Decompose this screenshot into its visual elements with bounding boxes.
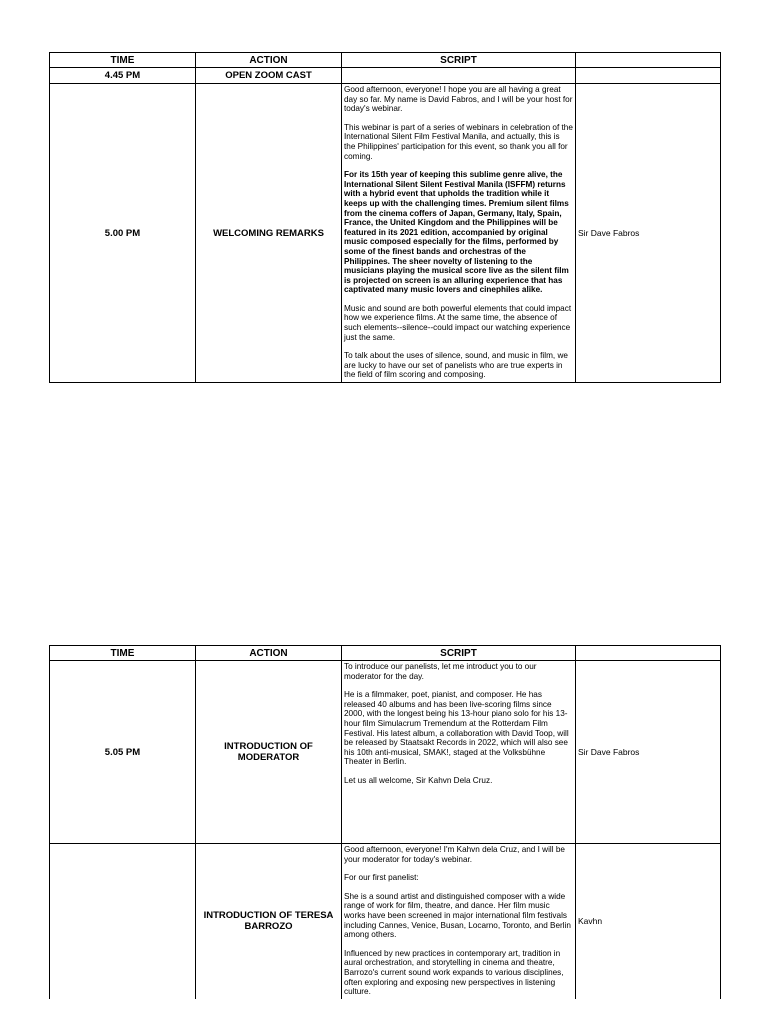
time-cell: 5.05 PM: [50, 661, 196, 844]
schedule-table-1: [49, 52, 721, 383]
header-script: SCRIPT: [342, 646, 576, 661]
action-cell: OPEN ZOOM CAST: [196, 68, 342, 84]
time-cell: [50, 844, 196, 999]
script-paragraph: To talk about the uses of silence, sound, and music in film, we are lucky to have our set of panelists who are true experts in the field of film scoring and composing.: [344, 351, 568, 380]
script-paragraph: This webinar is part of a series of webinars in celebration of the International Silent Film Festival Manila, and actually, this is the Philippines' participation for this event, so thank you all for coming.: [344, 122, 573, 161]
script-paragraph: For its 15th year of keeping this sublime genre alive, the International Silent Silent Festival Manila (ISFFM) returns with a hybrid event that upholds the tradition while it keeps up with the challenging times. Premium silent films from the cinema coffers of Japan, Germany, Italy, Spain, France, the United Kingdom and the Philippines will be featured in its 2021 edition, accompanied by original music composed especially for the films, performed by some of the finest bands and orchestras of the Philippines. The sheer novelty of listening to the musicians playing the musical score live as the silent film is projected on screen is an alluring experience that has captivated many music lovers and cinephiles alike.: [344, 170, 569, 295]
script-cell: [342, 68, 576, 84]
script-paragraph: Music and sound are both powerful elements that could impact how we experience films. At the same time, the absence of such elements--silence--could impact our watching experience just the same.: [344, 303, 572, 342]
action-cell: WELCOMING REMARKS: [196, 84, 342, 383]
script-paragraph: To introduce our panelists, let me introduct you to our moderator for the day.: [344, 662, 537, 681]
action-cell: INTRODUCTION OF MODERATOR: [196, 661, 342, 844]
header-action: ACTION: [196, 53, 342, 68]
action-cell: INTRODUCTION OF TERESA BARROZO: [196, 844, 342, 999]
header-time: TIME: [50, 53, 196, 68]
script-paragraph: For our first panelist:: [344, 873, 419, 883]
table-row: [50, 84, 721, 383]
header-script: SCRIPT: [342, 53, 576, 68]
script-paragraph: She is a sound artist and distinguished composer with a wide range of work for film, theatre, and dance. Her film music works have been screened in major international film festivals including Cannes, Venice, Busan, Locarno, Toronto, and Berlin among others.: [344, 891, 571, 940]
header-extra: [576, 646, 721, 661]
script-paragraph: Influenced by new practices in contemporary art, tradition in aural orchestration, and storytelling in cinema and theatre, Barrozo's current sound work expands to various disciplines, often exploring and exposing new perspectives in listening culture.: [344, 948, 564, 997]
script-paragraph: Good afternoon, everyone! I hope you are all having a great day so far. My name is David Fabros, and I will be your host for today's webinar.: [344, 85, 573, 114]
speaker-cell: Sir Dave Fabros: [576, 84, 721, 383]
table-header-row: [50, 53, 721, 68]
script-paragraph: He is a filmmaker, poet, pianist, and composer. He has released 40 albums and has been live-scoring films since 2000, with the longest being his 13-hour piano solo for his 13-hour film Simulacrum Tremendum at the Rotterdam Film Festival. His latest album, a collaboration with David Toop, will be released by Staatsakt Records in 2022, which will also see his 10th anti-musical, SMAK!, staged at the Volksbühne Theater in Berlin.: [344, 690, 569, 767]
script-cell: [342, 84, 576, 383]
script-paragraph: Let us all welcome, Sir Kahvn Dela Cruz.: [344, 775, 493, 785]
speaker-cell: Kavhn: [576, 844, 721, 999]
script-cell: [342, 844, 576, 999]
header-extra: [576, 53, 721, 68]
time-cell: 4.45 PM: [50, 68, 196, 84]
speaker-cell: Sir Dave Fabros: [576, 661, 721, 844]
table-row: [50, 844, 721, 999]
header-action: ACTION: [196, 646, 342, 661]
table-header-row: [50, 646, 721, 661]
schedule-table-2: [49, 645, 721, 999]
header-time: TIME: [50, 646, 196, 661]
time-cell: 5.00 PM: [50, 84, 196, 383]
script-cell: [342, 661, 576, 844]
speaker-cell: [576, 68, 721, 84]
script-paragraph: Good afternoon, everyone! I'm Kahvn dela Cruz, and I will be your moderator for today's webinar.: [344, 845, 565, 864]
table-row: [50, 661, 721, 844]
table-row: [50, 68, 721, 84]
